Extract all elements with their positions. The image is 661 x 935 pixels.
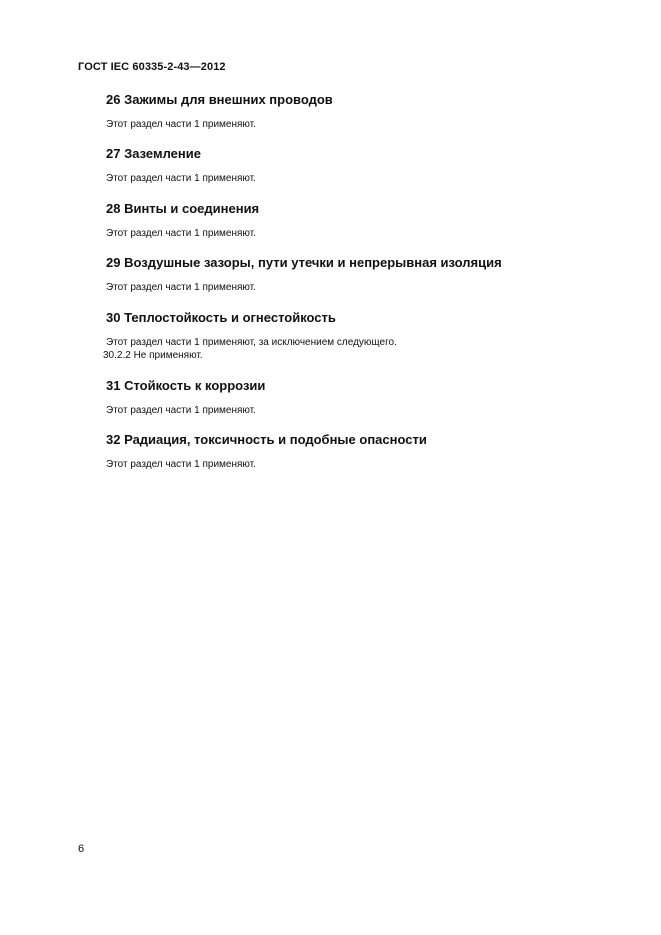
section-title: 29 Воздушные зазоры, пути утечки и непрерывная изоляция <box>106 255 502 270</box>
section-title: 30 Теплостойкость и огнестойкость <box>106 310 336 325</box>
section-body <box>106 227 626 240</box>
section-title: 28 Винты и соединения <box>106 201 260 216</box>
section-text-line: 30.2.2 Не применяют. <box>103 350 203 361</box>
section-body <box>106 404 626 417</box>
section-31 <box>106 378 626 417</box>
document-code: ГОСТ IEC 60335-2-43—2012 <box>78 61 226 73</box>
section-title: 27 Заземление <box>106 146 201 161</box>
section-body <box>106 458 626 471</box>
section-26 <box>106 92 626 131</box>
section-body <box>106 172 626 185</box>
section-text-line: Этот раздел части 1 применяют. <box>106 405 256 416</box>
section-30 <box>103 310 626 362</box>
section-title: 26 Зажимы для внешних проводов <box>106 92 333 107</box>
section-text-line: Этот раздел части 1 применяют. <box>106 282 256 293</box>
section-27 <box>106 146 626 185</box>
section-text-line: Этот раздел части 1 применяют. <box>106 459 256 470</box>
section-body <box>103 336 626 362</box>
section-29 <box>106 255 626 294</box>
section-text-line: Этот раздел части 1 применяют. <box>106 119 256 130</box>
section-body <box>106 118 626 131</box>
section-body <box>106 281 626 294</box>
section-28 <box>106 201 626 240</box>
section-text-line: Этот раздел части 1 применяют. <box>106 173 256 184</box>
section-text-line: Этот раздел части 1 применяют. <box>106 228 256 239</box>
section-title: 32 Радиация, токсичность и подобные опасности <box>106 432 427 447</box>
section-text-line: Этот раздел части 1 применяют, за исключением следующего. <box>106 337 397 348</box>
page-number: 6 <box>78 843 85 855</box>
section-32 <box>106 432 626 471</box>
section-title: 31 Стойкость к коррозии <box>106 378 266 393</box>
